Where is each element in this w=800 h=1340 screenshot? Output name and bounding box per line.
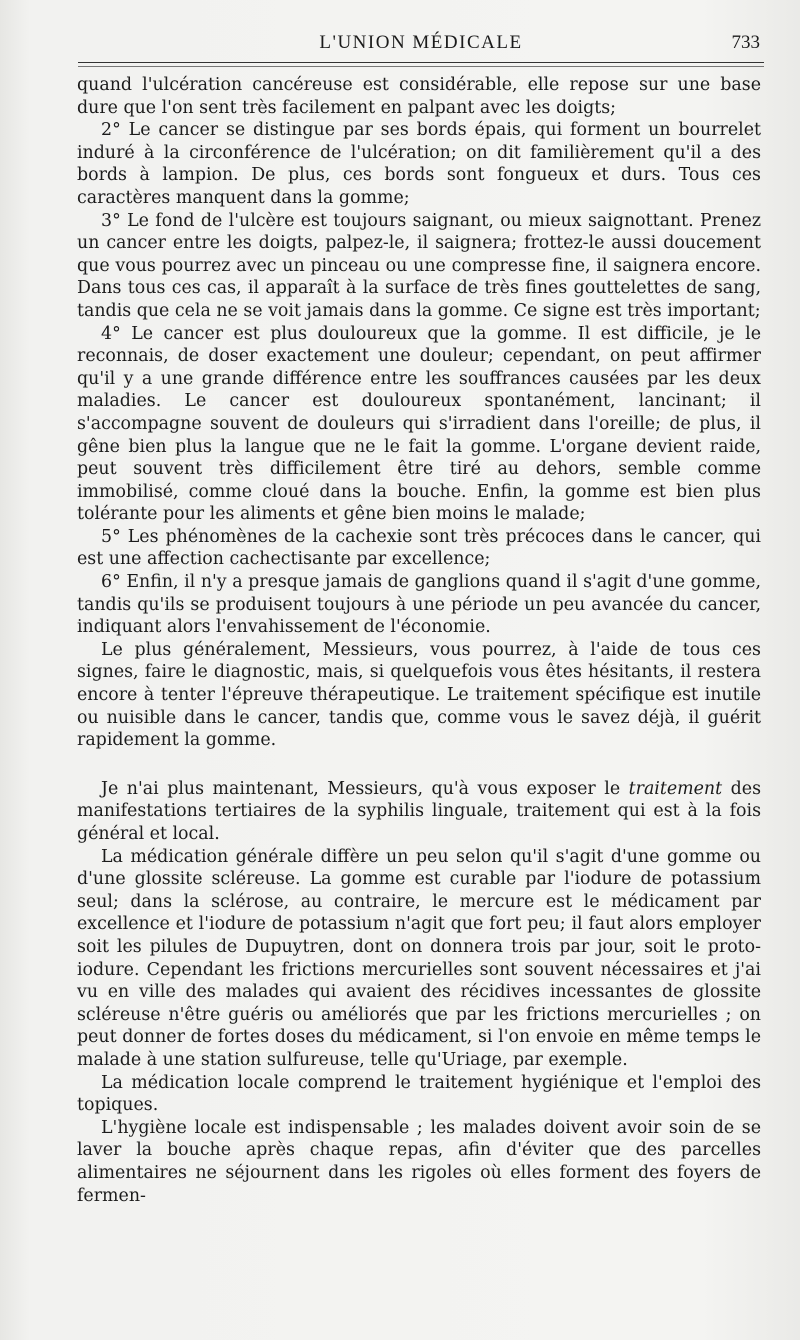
paragraph-general-medication: La médication générale diffère un peu selon qu'il s'agit d'une gomme ou d'une glossite scléreuse. La gomme est curable par l'iodure de potassium seul; dans la sclérose, au contraire, le mercure est le médicament par excellence et l'iodure de potassium n'agit que fort peu; il faut alors employer soit les pilules de Dupuytren, dont on donnera trois par jour, soit le proto-iodure. Cependant les frictions mercurielles sont souvent nécessaires et j'ai vu en ville des malades qui avaient des récidives incessantes de glossite scléreuse n'être guéris ou améliorés que par les frictions mercurielles ; on peut donner de fortes doses du médicament, si l'on envoie en même temps le malade à une station sulfureuse, telle qu'Uriage, par exemple. — [77, 846, 761, 1070]
paragraph-local-medication: La médication locale comprend le traitement hygiénique et l'emploi des topiques. — [77, 1072, 761, 1116]
paragraph-diagnosis: Le plus généralement, Messieurs, vous pourrez, à l'aide de tous ces signes, faire le diagnostic, mais, si quelquefois vous êtes hésitants, il restera encore à tenter l'épreuve thérapeutique. Le traitement spécifique est inutile ou nuisible dans le cancer, tandis que, comme vous le savez déjà, il guérit rapidement la gomme. — [77, 639, 761, 751]
paragraph-treatment-intro — [77, 778, 761, 846]
paragraph-point-2: 2° Le cancer se distingue par ses bords épais, qui forment un bourrelet induré à la circonférence de l'ulcération; on dit familièrement qu'il a des bords à lampion. De plus, ces bords sont fongueux et durs. Tous ces caractères manquent dans la gomme; — [77, 120, 761, 208]
header-rule-thin — [78, 66, 764, 67]
paragraph-point-6: 6° Enfin, il n'y a presque jamais de ganglions quand il s'agit d'une gomme, tandis qu'ils se produisent toujours à une période un peu avancée du cancer, indiquant alors l'envahissement de l'économie. — [77, 572, 761, 638]
paragraph-point-5: 5° Les phénomènes de la cachexie sont très précoces dans le cancer, qui est une affection cachectisante par excellence; — [77, 526, 761, 570]
treatment-italic: traitement — [628, 778, 723, 799]
running-title: L'UNION MÉDICALE — [319, 32, 523, 53]
page-header — [78, 28, 764, 62]
header-rule — [78, 62, 764, 63]
body-text — [77, 74, 761, 1207]
paragraph-continuation: quand l'ulcération cancéreuse est considérable, elle repose sur une base dure que l'on sent très facilement en palpant avec les doigts; — [77, 75, 761, 118]
page-number: 733 — [731, 32, 760, 53]
treatment-after: des manifestations tertiaires de la syphilis linguale, traitement qui est à la fois général et local. — [77, 778, 761, 844]
paragraph-point-3: 3° Le fond de l'ulcère est toujours saignant, ou mieux saignottant. Prenez un cancer entre les doigts, palpez-le, il saignera; frottez-le aussi doucement que vous pourrez avec un pinceau ou une compresse fine, il saignera encore. Dans tous ces cas, il apparaît à la surface de très fines gouttelettes de sang, tandis que cela ne se voit jamais dans la gomme. Ce signe est très important; — [77, 210, 761, 321]
treatment-before: Je n'ai plus maintenant, Messieurs, qu'à vous exposer le — [101, 778, 629, 799]
paragraph-point-4: 4° Le cancer est plus douloureux que la gomme. Il est difficile, je le reconnais, de doser exactement une douleur; cependant, on peut affirmer qu'il y a une grande différence entre les souffrances causées par les deux maladies. Le cancer est douloureux spontanément, lancinant; il s'accompagne souvent de douleurs qui s'irradient dans l'oreille; de plus, il gêne bien plus la langue que ne le fait la gomme. L'organe devient raide, peut souvent très difficilement être tiré au dehors, semble comme immobilisé, comme cloué dans la bouche. Enfin, la gomme est bien plus tolérante pour les aliments et gêne bien moins le malade; — [77, 323, 761, 525]
paragraph-local-hygiene: L'hygiène locale est indispensable ; les malades doivent avoir soin de se laver la bouche après chaque repas, afin d'éviter que des parcelles alimentaires ne séjournent dans les rigoles où elles forment des foyers de fermen- — [77, 1117, 761, 1206]
